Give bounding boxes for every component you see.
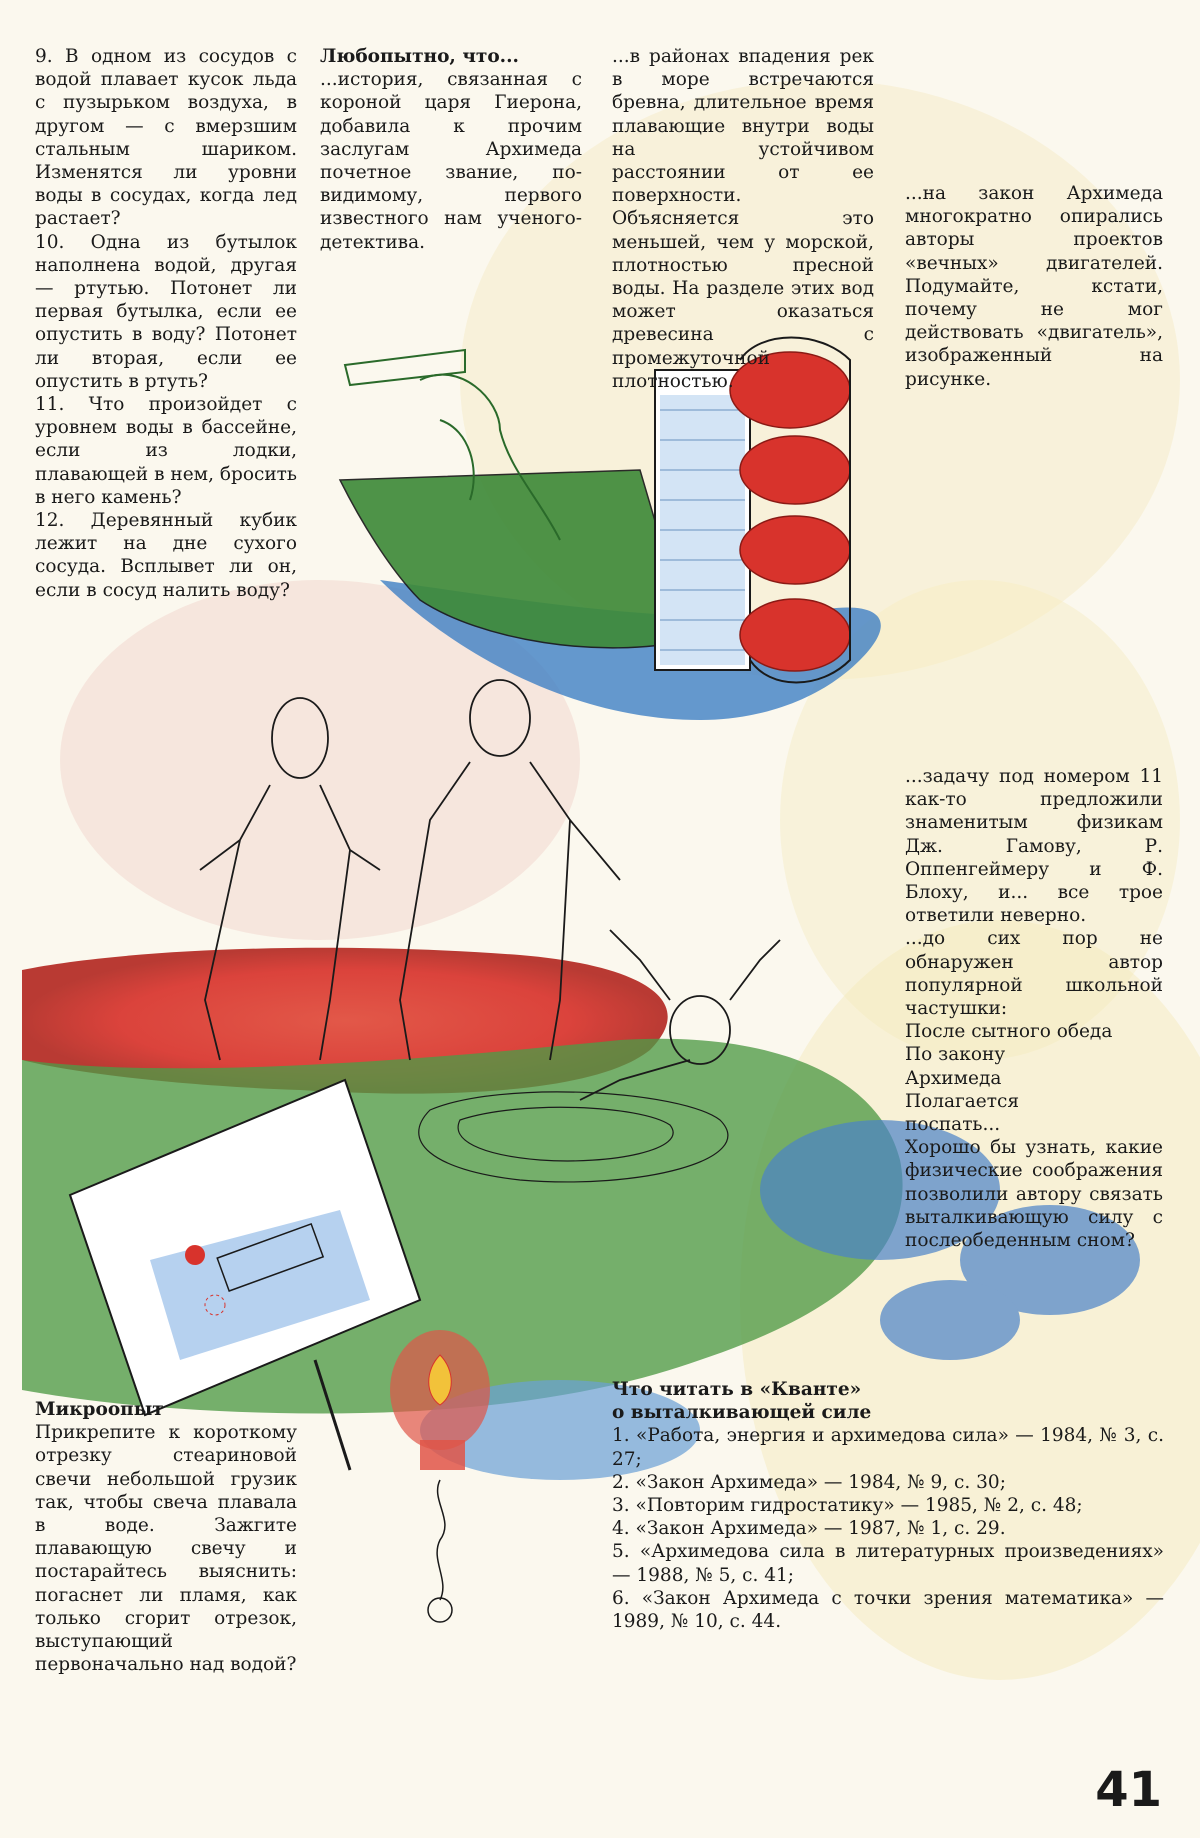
candle-illustration [390,1330,490,1622]
reading-item-3: 3. «Повторим гидростатику» — 1985, № 2, с. 48; [612,1495,1083,1517]
curious-column [320,45,582,254]
micro-heading: Микроопыт [35,1399,164,1420]
reading-item-6: 6. «Закон Архимеда с точки зрения математика» — 1989, № 10, с. 44. [612,1587,1164,1633]
right-column-top [905,182,1163,391]
reading-item-1: 1. «Работа, энергия и архимедова сила» — 1984, № 3, с. 27; [612,1425,1164,1470]
reading-list [612,1378,1164,1633]
question-11: 11. Что произойдет с уровнем воды в бассейне, если из лодки, плавающей в нем, бросить в него камень? [35,394,297,508]
questions-column [35,45,297,602]
micro-text: Прикрепите к короткому отрезку стеариновой свечи небольшой грузик так, чтобы свеча плавала в воде. Зажгите плавающую свечу и постарайтесь выяснить: погаснет ли пламя, как только сгорит отрезок, выступающий первоначально над водой? [35,1422,297,1676]
right-column-bottom [905,765,1163,1252]
reading-heading-line-2: о выталкивающей силе [612,1402,872,1424]
micro-experiment [35,1398,297,1676]
curious-paragraph-5: ...до сих пор не обнаружен автор популярной школьной частушки: [905,928,1163,1020]
poem-line-2: По закону [905,1044,1006,1066]
poem-line-5: поспать... [905,1114,1001,1136]
curious-heading: Любопытно, что... [320,46,519,67]
question-12: 12. Деревянный кубик лежит на дне сухого сосуда. Всплывет ли он, если в сосуд налить воду? [35,510,297,601]
reading-heading-line-1: Что читать в «Кванте» [612,1379,862,1400]
curious-paragraph-6: Хорошо бы узнать, какие физические соображения позволили автору связать выталкивающую силу с послеобеденным сном? [905,1137,1163,1252]
page-number: 41 [1095,1762,1162,1818]
poem-line-3: Архимеда [905,1067,1002,1089]
question-10: 10. Одна из бутылок наполнена водой, другая — ртутью. Потонет ли первая бутылка, если ее опустить в воду? Потонет ли вторая, если ее опустить в ртуть? [35,231,297,392]
curious-paragraph-1: ...история, связанная с короной царя Гиерона, добавила к прочим заслугам Архимеда почетное звание, по-видимому, первого известного нам ученого-детектива. [320,69,582,253]
curious-paragraph-4: ...задачу под номером 11 как-то предложили знаменитым физикам Дж. Гамову, Р. Оппенгеймеру и Ф. Блоху, и... все трое ответили неверно. [905,766,1163,927]
reading-item-4: 4. «Закон Архимеда» — 1987, № 1, с. 29. [612,1518,1006,1540]
reading-item-2: 2. «Закон Архимеда» — 1984, № 9, с. 30; [612,1471,1006,1493]
curious-paragraph-3: ...на закон Архимеда многократно опирались авторы проектов «вечных» двигателей. Подумайте, кстати, почему не мог действовать «двигатель», изображенный на рисунке. [905,183,1163,390]
question-9: 9. В одном из сосудов с водой плавает кусок льда с пузырьком воздуха, в другом — с вмерзшим стальным шариком. Изменятся ли уровни воды в сосудах, когда лед растает? [35,46,297,230]
poem-line-1: После сытного обеда [905,1021,1113,1043]
reading-item-5: 5. «Архимедова сила в литературных произведениях» — 1988, № 5, с. 41; [612,1541,1164,1586]
poem-line-4: Полагается [905,1090,1019,1112]
curious-paragraph-2: ...в районах впадения рек в море встречаются бревна, длительное время плавающие внутри воды на устойчивом расстоянии от ее поверхности. Объясняется это меньшей, чем у морской, плотностью пресной воды. На разделе этих вод может оказаться древесина с промежуточной плотностью. [612,46,874,392]
rivers-column [612,45,874,392]
